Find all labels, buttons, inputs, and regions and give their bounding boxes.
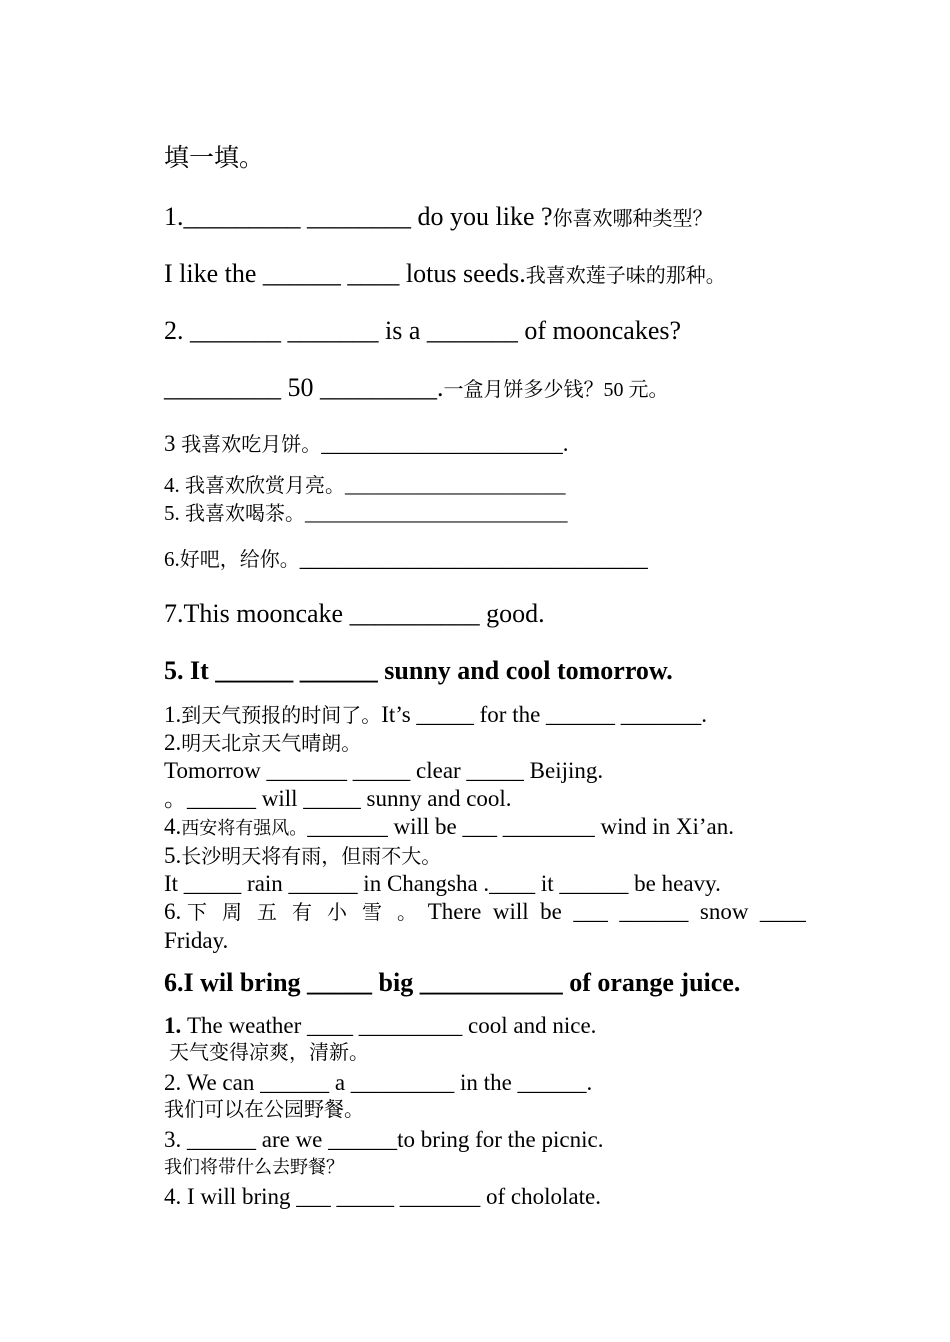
- s5-1-number: 1.: [164, 702, 182, 727]
- translate-4-line: [164, 475, 566, 496]
- a1-chinese: 我喜欢莲子味的那种。: [525, 265, 726, 287]
- t6-blank: _____________________________: [299, 546, 648, 572]
- q1-blanks: _________ ________: [183, 202, 411, 231]
- q1-number: 1.: [164, 202, 184, 231]
- s5-2-chinese: 明天北京天气晴朗。: [181, 733, 362, 755]
- t3-chinese: 我喜欢吃月饼。: [181, 434, 322, 456]
- s5-item-6-line: [164, 900, 806, 923]
- section-5-heading: 5. It ______ ______ sunny and cool tomorrow.: [164, 656, 673, 685]
- q1-chinese: 你喜欢哪种类型？: [552, 208, 713, 230]
- s5-item-1-line: [164, 703, 707, 726]
- s5-4-number: 4.: [164, 814, 182, 839]
- s5-6-english: There will be ___ ______ snow ____: [422, 899, 806, 924]
- t4-chinese: 我喜欢欣赏月亮。: [185, 475, 345, 497]
- s5-item-3-english: 。______ will _____ sunny and cool.: [164, 786, 512, 811]
- s5-item-2-line: [164, 731, 361, 754]
- t3-blank: _____________________.: [321, 431, 569, 456]
- section-6-heading: 6.I wil bring _____ big ___________ of orange juice.: [164, 968, 741, 997]
- q1-english: do you like ?: [411, 202, 553, 231]
- s5-4-english: _______ will be ___ ________ wind in Xi’an.: [307, 814, 734, 839]
- s6-item-1-line: [164, 1014, 596, 1037]
- translate-6-line: [164, 547, 648, 571]
- s5-6-number: 6.: [164, 899, 187, 924]
- s6-1-number: 1.: [164, 1013, 187, 1038]
- t5-number: 5.: [164, 501, 185, 525]
- answer-1-line: [164, 261, 726, 287]
- s5-5-number: 5.: [164, 843, 182, 868]
- s5-1-chinese: 到天气预报的时间了。: [181, 705, 382, 727]
- s6-item-4-line: 4. I will bring ___ _____ _______ of chololate.: [164, 1184, 601, 1209]
- s6-item-2-line: 2. We can ______ a _________ in the ______.: [164, 1070, 593, 1095]
- translate-3-line: [164, 432, 569, 455]
- t3-number: 3: [164, 431, 182, 456]
- s5-1-english: It’s _____ for the ______ _______.: [381, 702, 708, 727]
- s5-4-chinese: 西安将有强风。: [181, 818, 308, 838]
- question-2-line: 2. _______ _______ is a _______ of mooncakes?: [164, 316, 682, 345]
- s5-2-number: 2.: [164, 730, 182, 755]
- s6-item-3-chinese: 我们将带什么去野餐？: [164, 1157, 344, 1177]
- s6-item-2-chinese: 我们可以在公园野餐。: [164, 1099, 364, 1121]
- s6-item-1-chinese: 天气变得凉爽，清新。: [164, 1042, 369, 1064]
- s5-6-chinese: 下 周 五 有 小 雪 。: [187, 902, 422, 924]
- s5-item-2-english: Tomorrow _______ _____ clear _____ Beijing.: [164, 758, 604, 783]
- s5-item-4-line: [164, 815, 734, 838]
- question-1-line: [164, 204, 713, 230]
- s5-item-6-continued: Friday.: [164, 928, 229, 953]
- worksheet-heading: 填一填。: [164, 145, 265, 172]
- a2-chinese: 一盒月饼多少钱？50 元。: [443, 379, 669, 401]
- s5-5-chinese: 长沙明天将有雨，但雨不大。: [181, 846, 442, 868]
- s5-item-5-english: It _____ rain ______ in Changsha .____ it ______ be heavy.: [164, 871, 721, 896]
- s6-1-english: The weather ____ _________ cool and nice.: [187, 1013, 597, 1038]
- s5-item-5-line: [164, 844, 441, 867]
- translate-5-line: [164, 503, 568, 524]
- question-7-line: 7.This mooncake __________ good.: [164, 599, 545, 628]
- t5-blank: _________________________: [305, 501, 568, 525]
- t6-chinese: 好吧，给你。: [179, 549, 300, 571]
- a2-english: _________ 50 _________.: [164, 373, 444, 402]
- t4-number: 4.: [164, 473, 185, 497]
- t6-number: 6.: [164, 547, 180, 571]
- t5-chinese: 我喜欢喝茶。: [185, 503, 305, 525]
- s6-item-3-line: 3. ______ are we ______to bring for the picnic.: [164, 1127, 604, 1152]
- a1-english: I like the ______ ____ lotus seeds.: [164, 259, 526, 288]
- answer-2-line: [164, 375, 669, 401]
- t4-blank: _____________________: [345, 473, 566, 497]
